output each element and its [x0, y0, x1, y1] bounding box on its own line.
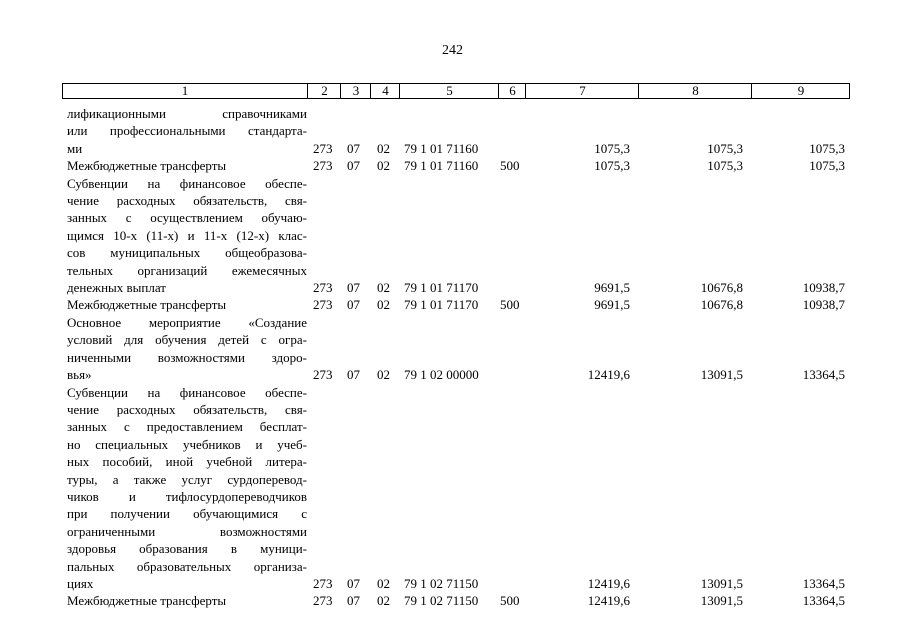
description-line: тельных организаций ежемесячных: [67, 262, 307, 278]
header-col-3: 3: [340, 84, 371, 98]
table-row: [0, 296, 905, 313]
header-col-2: 2: [307, 84, 341, 98]
cell-c3: 07: [347, 367, 360, 383]
description-line: туры, а также услуг сурдоперевод-: [67, 471, 307, 487]
header-col-7: 7: [525, 84, 639, 98]
description-line: Межбюджетные трансферты: [67, 158, 227, 174]
description-line: ных пособий, иной учебной литера-: [67, 454, 307, 470]
description-line: Межбюджетные трансферты: [67, 297, 227, 313]
cell-c2: 273: [313, 140, 333, 156]
description-line: лификационными справочниками: [67, 106, 307, 121]
description-line: чение расходных обязательств, свя-: [67, 193, 307, 209]
cell-c5: 79 1 01 71170: [404, 280, 479, 296]
header-col-1: 1: [181, 83, 189, 98]
table-header: [62, 83, 850, 99]
description-line: чиков и тифлосурдопереводчиков: [67, 488, 307, 504]
description-line: циях: [67, 575, 94, 591]
cell-c3: 07: [347, 593, 360, 609]
cell-c4: 02: [377, 158, 390, 174]
cell-c9: 10938,7: [802, 280, 845, 296]
description-line: при получении обучающимися с: [67, 506, 307, 522]
description-line: Субвенции на финансовое обеспе-: [67, 384, 307, 400]
cell-c3: 07: [347, 158, 360, 174]
cell-c4: 02: [377, 297, 390, 313]
description-line: Основное мероприятие «Создание: [67, 314, 307, 330]
description-line: Субвенции на финансовое обеспе-: [67, 175, 307, 191]
description-line: ми: [67, 140, 83, 156]
row-description: [67, 384, 307, 593]
cell-c8: 10676,8: [700, 297, 743, 313]
cell-c6: 500: [500, 158, 520, 174]
cell-c8: 1075,3: [707, 158, 743, 174]
cell-c7: 1075,3: [594, 140, 630, 156]
cell-c6: 500: [500, 297, 520, 313]
page-number: 242: [442, 43, 463, 58]
description-line: сов муниципальных общеобразова-: [67, 245, 307, 261]
cell-c8: 13091,5: [700, 575, 743, 591]
cell-c4: 02: [377, 280, 390, 296]
cell-c5: 79 1 02 00000: [404, 367, 479, 383]
cell-c2: 273: [313, 280, 333, 296]
description-line: чение расходных обязательств, свя-: [67, 401, 307, 417]
cell-c9: 13364,5: [802, 593, 845, 609]
cell-c7: 9691,5: [594, 297, 630, 313]
cell-c2: 273: [313, 593, 333, 609]
description-line: Межбюджетные трансферты: [67, 593, 227, 609]
cell-c3: 07: [347, 297, 360, 313]
description-line: или профессиональными стандарта-: [67, 123, 307, 139]
cell-c5: 79 1 02 71150: [404, 575, 479, 591]
cell-c5: 79 1 02 71150: [404, 593, 479, 609]
description-line: условий для обучения детей с огра-: [67, 332, 307, 348]
cell-c4: 02: [377, 140, 390, 156]
cell-c9: 1075,3: [809, 140, 845, 156]
cell-c6: 500: [500, 593, 520, 609]
cell-c2: 273: [313, 575, 333, 591]
cell-c8: 10676,8: [700, 280, 743, 296]
cell-c3: 07: [347, 280, 360, 296]
cell-c2: 273: [313, 297, 333, 313]
cell-c7: 1075,3: [594, 158, 630, 174]
table-row: [0, 314, 905, 384]
header-col-5: 5: [399, 84, 499, 98]
description-line: ограниченными возможностями: [67, 523, 307, 539]
cell-c7: 12419,6: [587, 575, 630, 591]
cell-c8: 13091,5: [700, 367, 743, 383]
table-row: [0, 175, 905, 297]
cell-c5: 79 1 01 71170: [404, 297, 479, 313]
cell-c8: 13091,5: [700, 593, 743, 609]
cell-c8: 1075,3: [707, 140, 743, 156]
description-line: вья»: [67, 367, 92, 383]
cell-c7: 9691,5: [594, 280, 630, 296]
cell-c7: 12419,6: [587, 593, 630, 609]
cell-c2: 273: [313, 367, 333, 383]
cell-c9: 1075,3: [809, 158, 845, 174]
description-line: занных с осуществлением обучаю-: [67, 210, 307, 226]
cell-c3: 07: [347, 575, 360, 591]
cell-c5: 79 1 01 71160: [404, 158, 479, 174]
cell-c4: 02: [377, 575, 390, 591]
cell-c4: 02: [377, 593, 390, 609]
cell-c9: 10938,7: [802, 297, 845, 313]
description-line: щимся 10-х (11-х) и 11-х (12-х) клас-: [67, 227, 307, 243]
description-line: здоровья образования в муници-: [67, 541, 307, 557]
header-col-6: 6: [498, 84, 526, 98]
description-line: ниченными возможностями здоро-: [67, 349, 307, 365]
table-body: [0, 105, 905, 610]
description-line: но специальных учебников и учеб-: [67, 436, 307, 452]
table-row: [0, 105, 905, 157]
cell-c5: 79 1 01 71160: [404, 140, 479, 156]
description-line: занных с предоставлением бесплат-: [67, 419, 307, 435]
table-row: [0, 384, 905, 593]
description-line: пальных образовательных организа-: [67, 558, 307, 574]
table-row: [0, 157, 905, 174]
cell-c9: 13364,5: [802, 367, 845, 383]
cell-c3: 07: [347, 140, 360, 156]
cell-c9: 13364,5: [802, 575, 845, 591]
header-col-8: 8: [638, 84, 752, 98]
header-col-4: 4: [370, 84, 400, 98]
description-line: денежных выплат: [67, 280, 166, 296]
cell-c7: 12419,6: [587, 367, 630, 383]
cell-c4: 02: [377, 367, 390, 383]
cell-c2: 273: [313, 158, 333, 174]
table-row: [0, 592, 905, 609]
header-col-9: 9: [751, 84, 850, 98]
